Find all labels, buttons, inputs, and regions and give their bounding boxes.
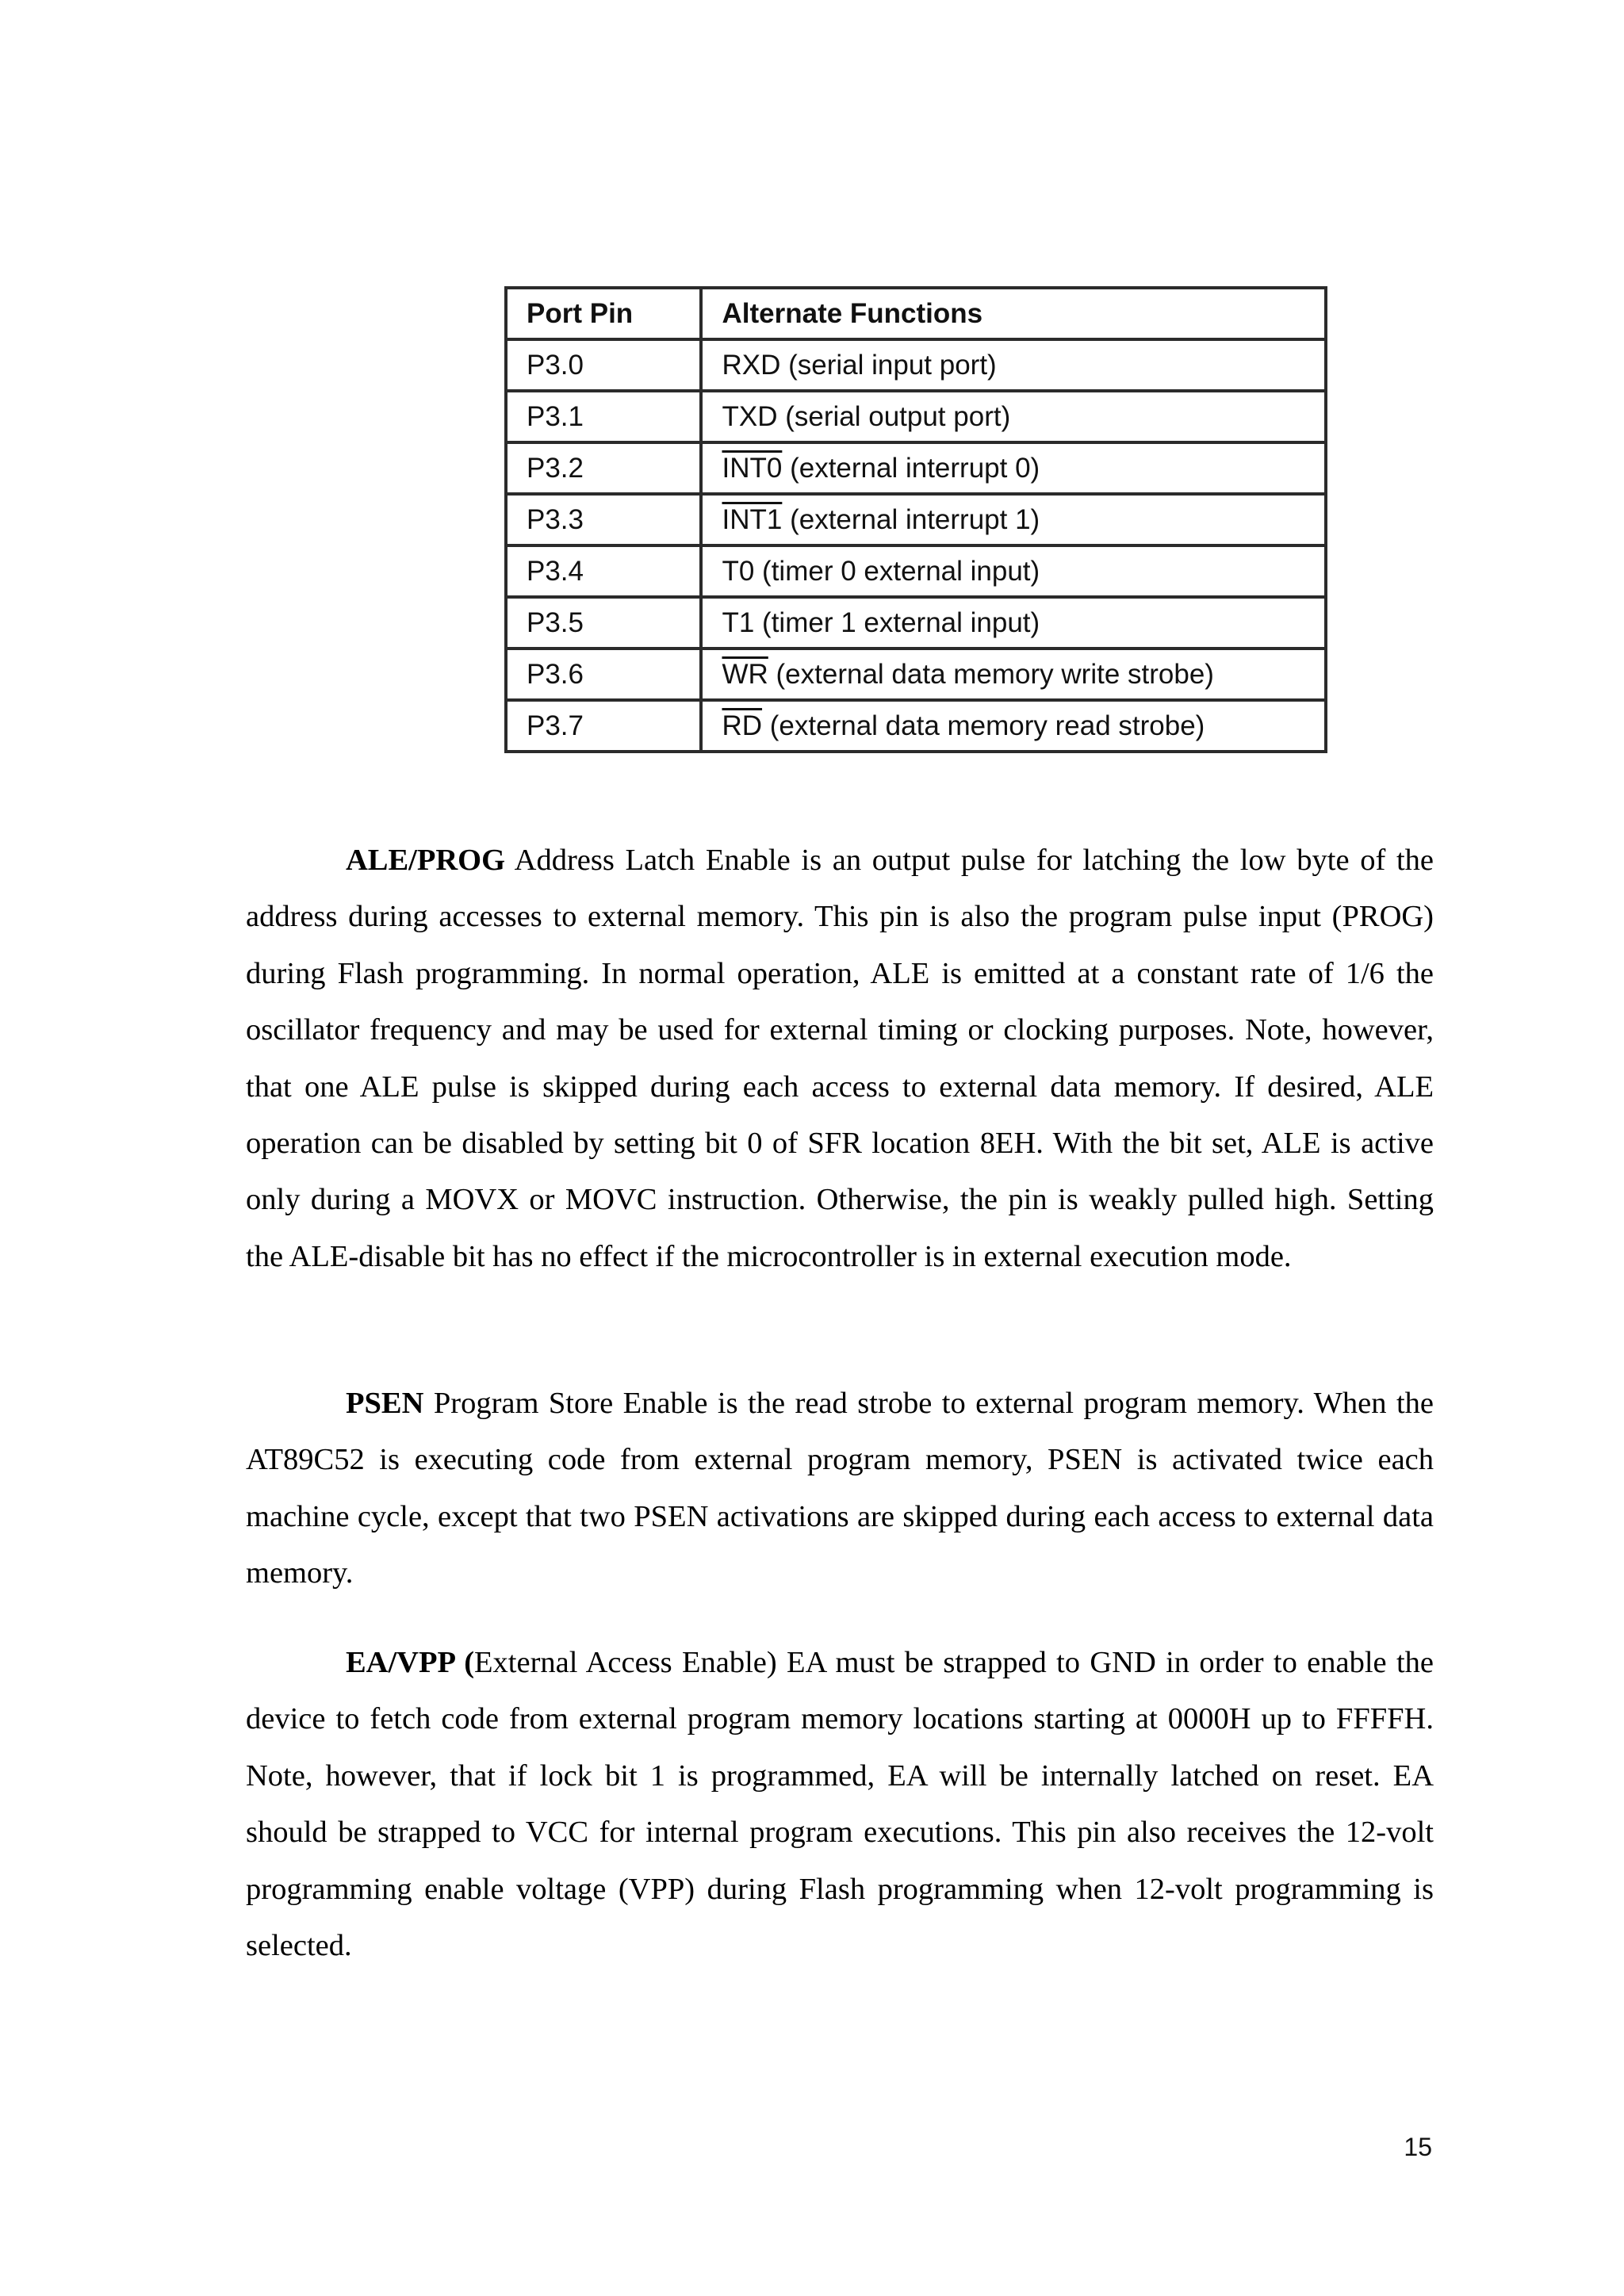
- table-row: [506, 649, 1326, 700]
- port-pin-cell: P3.0: [506, 339, 701, 391]
- alternate-function-cell: $\overline{RD}$ (external data memory read strobe): [701, 700, 1326, 752]
- alternate-function-cell: INT0 (external interrupt 0): [701, 442, 1326, 494]
- port-pin-cell: P3.1: [506, 391, 701, 442]
- paragraph-term: ALE/PROG: [346, 844, 506, 877]
- psen-paragraph: [246, 1376, 1434, 1602]
- paragraph-text: Program Store Enable is the read strobe to external program memory. When the AT89C52 is executing code from external program memory, PSEN is activated twice each machine cycle, except that two PSEN activations are skipped during each access to external data memory.: [246, 1387, 1434, 1590]
- port-pin-cell: P3.7: [506, 700, 701, 752]
- table-row: [506, 597, 1326, 649]
- table-row: [506, 494, 1326, 545]
- paragraph-text: Address Latch Enable is an output pulse for latching the low byte of the address during accesses to external memory. This pin is also the program pulse input (PROG) during Flash programming. In normal operation, ALE is emitted at a constant rate of 1/6 the oscillator frequency and may be used for external timing or clocking purposes. Note, however, that one ALE pulse is skipped during each access to external data memory. If desired, ALE operation can be disabled by setting bit 0 of SFR location 8EH. With the bit set, ALE is active only during a MOVX or MOVC instruction. Otherwise, the pin is weakly pulled high. Setting the ALE-disable bit has no effect if the microcontroller is in external execution mode.: [246, 844, 1434, 1273]
- table-header-row: [506, 288, 1326, 339]
- page-number: 15: [1404, 2133, 1432, 2161]
- paragraph-term: EA/VPP (: [346, 1646, 475, 1679]
- port-pin-cell: P3.3: [506, 494, 701, 545]
- port-pin-cell: P3.2: [506, 442, 701, 494]
- ea-vpp-paragraph: [246, 1635, 1434, 1974]
- paragraph-term: PSEN: [346, 1387, 424, 1420]
- alternate-function-cell: TXD (serial output port): [701, 391, 1326, 442]
- ale-prog-paragraph: [246, 832, 1434, 1285]
- port-pin-cell: P3.5: [506, 597, 701, 649]
- alternate-function-cell: INT1 (external interrupt 1): [701, 494, 1326, 545]
- port3-alternate-functions-table: [504, 286, 1327, 753]
- header-alternate-functions: Alternate Functions: [701, 288, 1326, 339]
- header-port-pin: Port Pin: [506, 288, 701, 339]
- port-pin-cell: P3.4: [506, 545, 701, 597]
- alternate-function-cell: RXD (serial input port): [701, 339, 1326, 391]
- alternate-function-cell: $\overline{WR}$ (external data memory write strobe): [701, 649, 1326, 700]
- paragraph-text: External Access Enable) EA must be strapped to GND in order to enable the device to fetch code from external program memory locations starting at 0000H up to FFFFH. Note, however, that if lock bit 1 is programmed, EA will be internally latched on reset. EA should be strapped to VCC for internal program executions. This pin also receives the 12-volt programming enable voltage (VPP) during Flash programming when 12-volt programming is selected.: [246, 1646, 1434, 1963]
- active-low-signal: $\overline{WR}$: [722, 658, 768, 690]
- alternate-function-cell: T0 (timer 0 external input): [701, 545, 1326, 597]
- table-row: [506, 442, 1326, 494]
- active-low-signal: INT1: [722, 503, 783, 535]
- table-row: [506, 339, 1326, 391]
- table-row: [506, 700, 1326, 752]
- table-row: [506, 391, 1326, 442]
- active-low-signal: INT0: [722, 452, 783, 484]
- active-low-signal: $\overline{RD}$: [722, 710, 763, 741]
- table-row: [506, 545, 1326, 597]
- port-pin-cell: P3.6: [506, 649, 701, 700]
- alternate-function-cell: T1 (timer 1 external input): [701, 597, 1326, 649]
